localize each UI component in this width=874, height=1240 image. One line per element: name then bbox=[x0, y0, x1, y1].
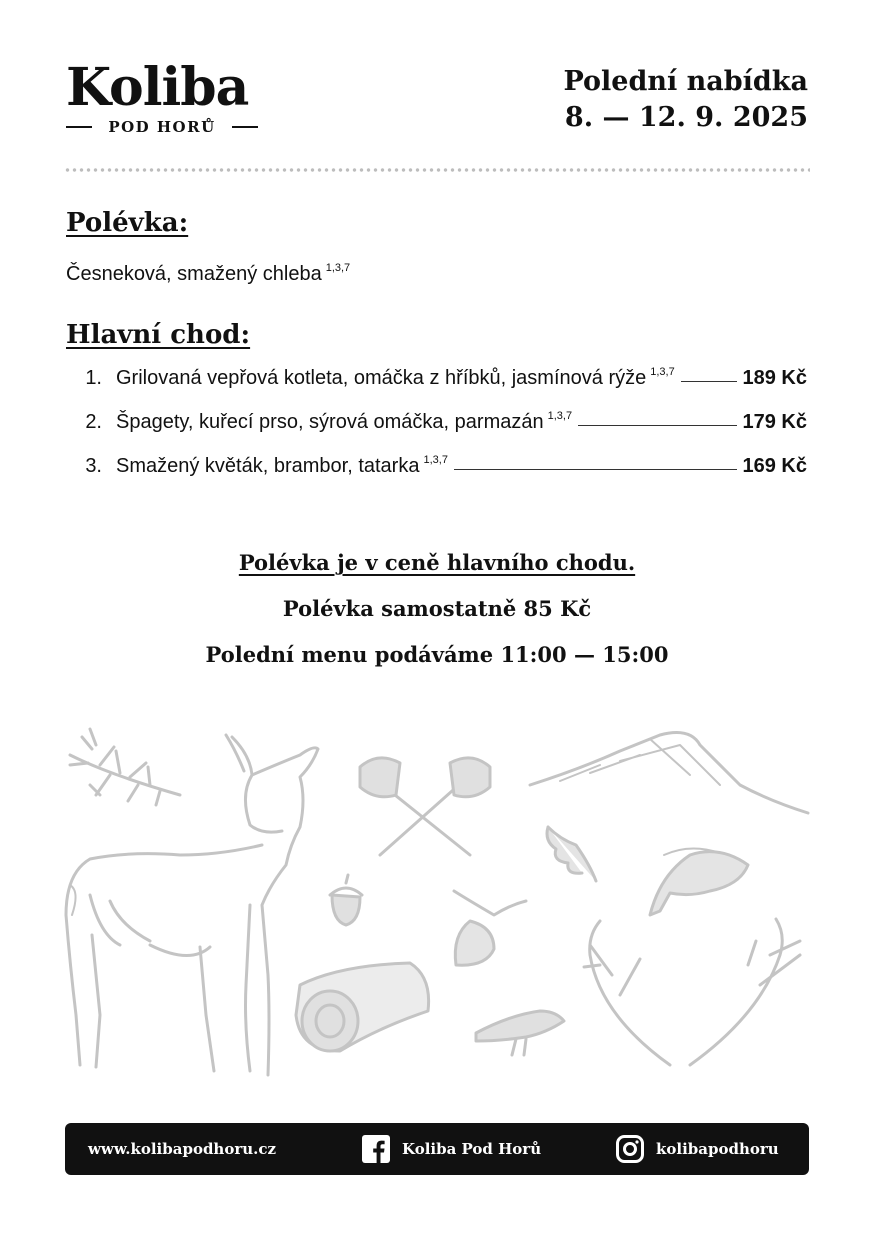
offer-title: Polední nabídka bbox=[563, 66, 808, 97]
logo bbox=[66, 58, 258, 136]
soup-name: Česneková, smažený chleba bbox=[66, 263, 322, 285]
item-leader bbox=[454, 469, 737, 470]
soup-allergens: 1,3,7 bbox=[325, 262, 351, 274]
logo-rule-left bbox=[66, 126, 92, 129]
list-item bbox=[66, 366, 807, 410]
item-price: 169 Kč bbox=[742, 455, 807, 477]
logo-subtitle-text: POD HORŮ bbox=[108, 118, 216, 136]
item-name-text: Špagety, kuřecí prso, sýrová omáčka, parmazán bbox=[116, 411, 544, 433]
serving-hours-note: Polední menu podáváme 11:00 — 15:00 bbox=[205, 642, 669, 667]
branch-icon bbox=[70, 729, 180, 805]
item-name bbox=[116, 454, 448, 478]
item-number: 1. bbox=[85, 367, 102, 389]
facebook-icon bbox=[362, 1135, 390, 1163]
item-price: 179 Kč bbox=[742, 411, 807, 433]
footer-bar bbox=[65, 1123, 809, 1175]
facebook-label: Koliba Pod Horů bbox=[402, 1140, 542, 1158]
facebook-link[interactable] bbox=[362, 1135, 541, 1163]
decorative-illustrations bbox=[0, 715, 874, 1095]
offer-header bbox=[563, 64, 808, 136]
fish-icon bbox=[650, 848, 748, 915]
main-heading: Hlavní chod: bbox=[66, 320, 251, 350]
mountain-icon bbox=[530, 733, 808, 813]
soup-price-note: Polévka samostatně 85 Kč bbox=[282, 596, 592, 621]
list-item bbox=[66, 454, 807, 498]
dotted-divider bbox=[64, 168, 810, 172]
item-leader bbox=[681, 381, 737, 382]
log-icon bbox=[296, 963, 429, 1051]
main-items-list bbox=[66, 366, 807, 498]
item-name bbox=[116, 410, 572, 434]
instagram-label: kolibapodhoru bbox=[656, 1140, 779, 1158]
item-number: 3. bbox=[85, 455, 102, 477]
soup-included-note: Polévka je v ceně hlavního chodu. bbox=[238, 550, 636, 575]
pinecone-icon bbox=[454, 891, 526, 965]
logo-subtitle bbox=[66, 118, 258, 136]
menu-notes bbox=[0, 540, 874, 678]
item-number: 2. bbox=[85, 411, 102, 433]
item-allergens: 1,3,7 bbox=[547, 410, 573, 422]
logo-main-text: Koliba bbox=[66, 57, 249, 118]
axes-icon bbox=[360, 758, 490, 855]
instagram-icon bbox=[616, 1135, 644, 1163]
instagram-link[interactable] bbox=[616, 1135, 779, 1163]
item-allergens: 1,3,7 bbox=[650, 366, 675, 378]
leaf-icon bbox=[547, 827, 596, 881]
item-name-text: Grilovaná vepřová kotleta, omáčka z hříbků, jasmínová rýže bbox=[116, 367, 647, 389]
item-allergens: 1,3,7 bbox=[423, 454, 448, 466]
antlers-icon bbox=[584, 919, 800, 1065]
item-leader bbox=[578, 425, 736, 426]
item-name bbox=[116, 366, 675, 390]
offer-dates: 8. — 12. 9. 2025 bbox=[564, 102, 808, 133]
soup-heading: Polévka: bbox=[66, 208, 189, 238]
acorn-icon bbox=[330, 875, 362, 925]
list-item bbox=[66, 410, 807, 454]
soup-item bbox=[66, 262, 350, 286]
logo-rule-right bbox=[232, 126, 258, 129]
item-price: 189 Kč bbox=[742, 367, 807, 389]
website-link[interactable]: www.kolibapodhoru.cz bbox=[88, 1140, 277, 1158]
item-name-text: Smažený květák, brambor, tatarka bbox=[116, 455, 420, 477]
bird-icon bbox=[476, 1011, 564, 1055]
